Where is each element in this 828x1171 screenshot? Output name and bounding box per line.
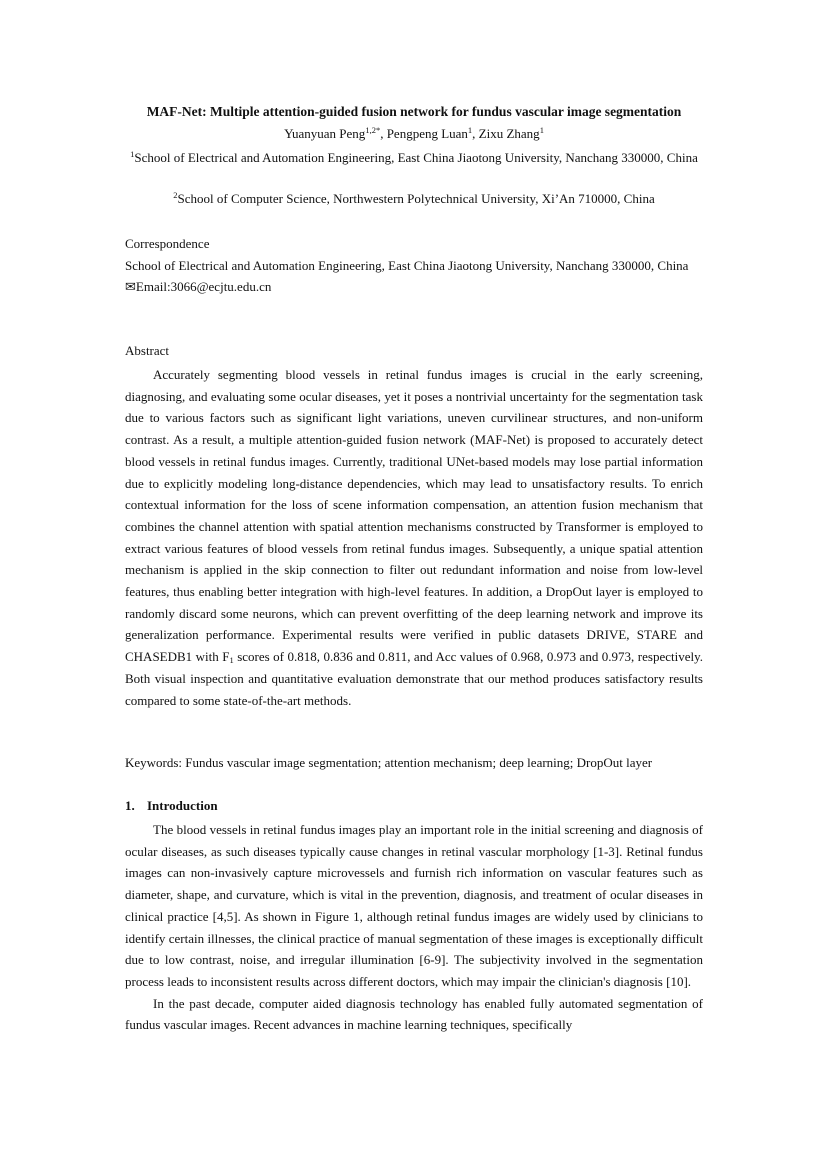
correspondence-email-line <box>125 276 703 298</box>
affiliation-mark: 2 <box>173 190 178 200</box>
author-separator: , <box>472 126 479 141</box>
introduction-body <box>125 819 703 1036</box>
abstract-paragraph <box>125 364 703 711</box>
author-affiliation-mark: 1 <box>467 125 473 135</box>
author-separator: , <box>380 126 387 141</box>
affiliation-1 <box>125 147 703 169</box>
section-heading-introduction <box>125 797 703 815</box>
correspondence-email: Email:3066@ecjtu.edu.cn <box>135 279 272 295</box>
author-list <box>125 125 703 143</box>
introduction-paragraph: The blood vessels in retinal fundus images play an important role in the initial screening and diagnosis of ocular diseases, as such diseases typically cause changes in retinal vascular morphology [1-3]. Retinal fundus images can non-invasively capture microvessels and furnish rich information on vascular features such as diameter, shape, and curvature, which is vital in the prevention, diagnosis, and treatment of ocular diseases in clinical practice [4,5]. As shown in Figure 1, although retinal fundus images are widely used by clinicians to identify certain illnesses, the clinical practice of manual segmentation of these images is exceptionally difficult due to low contrast, noise, and irregular illumination [6-9]. The subjectivity involved in the segmentation process leads to inconsistent results across different doctors, which may impair the clinician's diagnosis [10]. <box>125 822 703 989</box>
section-number: 1. <box>125 798 135 813</box>
author-name: Pengpeng Luan <box>386 126 468 141</box>
section-title: Introduction <box>147 798 218 813</box>
correspondence-block <box>125 233 703 298</box>
paper-title: MAF-Net: Multiple attention-guided fusion network for fundus vascular image segmentation <box>146 104 682 119</box>
abstract-text: scores of 0.818, 0.836 and 0.811, and Acc values of 0.968, 0.973 and 0.973, respectively. Both visual inspection and quantitative evaluation demonstrate that our method produces satisfactory results compared to some state-of-the-art methods. <box>125 649 703 708</box>
keywords: Keywords: Fundus vascular image segmentation; attention mechanism; deep learning; DropOut layer <box>125 755 653 770</box>
author-affiliation-mark: 1 <box>539 125 544 135</box>
affiliation-text: School of Electrical and Automation Engineering, East China Jiaotong University, Nanchang 330000, China <box>134 150 698 165</box>
email-icon: ✉ <box>125 279 136 295</box>
f-score-subscript: 1 <box>229 655 234 666</box>
abstract-body <box>125 364 703 711</box>
affiliation-text: School of Computer Science, Northwestern Polytechnical University, Xi’An 710000, China <box>177 191 655 206</box>
author-affiliation-mark: 1,2* <box>365 125 381 135</box>
correspondence-address: School of Electrical and Automation Engineering, East China Jiaotong University, Nanchang 330000, China <box>125 257 689 273</box>
author-name: Zixu Zhang <box>478 126 540 141</box>
author-name: Yuanyuan Peng <box>284 126 366 141</box>
affiliation-mark: 1 <box>130 149 135 159</box>
introduction-paragraph: In the past decade, computer aided diagnosis technology has enabled fully automated segmentation of fundus vascular images. Recent advances in machine learning techniques, specifically <box>125 995 703 1033</box>
abstract-heading: Abstract <box>125 343 170 358</box>
abstract-text: Accurately segmenting blood vessels in retinal fundus images is crucial in the early screening, diagnosing, and evaluating some ocular diseases, yet it poses a nontrivial uncertainty for the segmentation task due to various factors such as significant light variations, uneven curvilinear structures, and non-uniform contrast. As a result, a multiple attention-guided fusion network (MAF-Net) is proposed to accurately detect blood vessels in retinal fundus images. Currently, traditional UNet-based models may lose partial information due to explicitly modeling long-distance dependencies, which may lead to unsatisfactory results. To enrich contextual information for the loss of scene information compensation, an attention fusion mechanism that combines the channel attention with spatial attention mechanisms constructed by Transformer is employed to extract various features of blood vessels from retinal fundus images. Subsequently, a unique spatial attention mechanism is applied in the skip connection to filter out redundant information and noise from low-level features, thus enabling better integration with high-level features. In addition, a DropOut layer is employed to randomly discard some neurons, which can prevent overfitting of the deep learning network and improve its generalization performance. Experimental results were verified in public datasets DRIVE, STARE and CHASEDB1 with F <box>125 367 703 665</box>
affiliation-2 <box>125 190 703 208</box>
correspondence-heading: Correspondence <box>125 236 210 251</box>
